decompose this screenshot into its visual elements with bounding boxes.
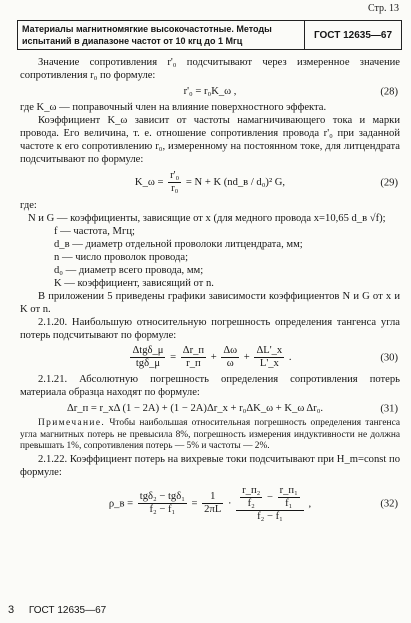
paragraph-1: Значение сопротивления r'₀ подсчитывают через измеренное значение сопротивления r₀ по формуле: (20, 57, 400, 81)
equation-32-lhs: ρ_в = (108, 497, 134, 509)
note-label: Примечание. (38, 418, 106, 428)
equation-30-term-3-num: Δω (223, 345, 238, 356)
section-2-1-20: 2.1.20. Наибольшую относительную погрешность определения тангенса угла потерь подсчитывают по формуле: (20, 317, 400, 341)
equation-30-term-4-num: ΔL'_x (256, 345, 283, 356)
equation-32-inner-2 (278, 485, 300, 510)
page-footer (8, 604, 106, 616)
equation-32-fraction-3-num: $\frac{\text{r\_п₂}}{\text{f₂}}$ − $\frac{\text{r\_п₁}}{\text{f₁}}$ (236, 485, 304, 511)
equation-30: $\frac{\text{Δtgδ\_μ}}{\text{tgδ\_μ}}$ = $\frac{\Delta r\_п}{r\_п}$ + $\frac{\Delta\omega}{\omega}$ + $\frac{\Delta L'\_x}{L'\_x}$ . (30) (132, 345, 398, 369)
equation-32-tail: , (308, 497, 312, 509)
equation-29-fraction (168, 170, 181, 195)
equation-28-body: r'₀ = r₀K_ω , (183, 86, 237, 97)
equation-31-body: Δr_п = r_xΔ (1 − 2A) + (1 − 2A)Δr_x + r₀ΔK_ω + K_ω Δr₀. (66, 403, 324, 414)
equation-30-term-3-den: ω (226, 358, 234, 369)
equation-32-fraction-3 (236, 485, 304, 523)
equation-30-term-1-den: tgδ_μ (135, 358, 161, 369)
document-header (17, 20, 402, 50)
equation-30-term-3 (221, 345, 239, 370)
equation-30-term-4-den: L'_x (259, 358, 279, 369)
where-item-1: N и G — коэффициенты, зависящие от x (для медного провода x=10,65 d_в √f); (28, 213, 386, 224)
paragraph-4: В приложении 5 приведены графики зависимости коэффициентов N и G от x и K от n. (20, 291, 400, 315)
footer-page-number: 3 (8, 604, 15, 616)
paragraph-2: где K_ω — поправочный член на влияние поверхностного эффекта. (20, 102, 327, 113)
section-2-1-22: 2.1.22. Коэффициент потерь на вихревые токи подсчитывают при H_m=const по формуле: (20, 453, 400, 478)
equation-32-fraction-3-den: f₂ − f₁ (257, 510, 283, 522)
equation-31-number: (31) (380, 403, 398, 414)
where-item-3: d_в — диаметр отдельной проволоки литцендрата, мм; (54, 239, 303, 250)
where-item-5: d₀ — диаметр всего провода, мм; (54, 265, 204, 276)
where-item-2: f — частота, Мгц; (54, 226, 135, 237)
equation-32-fraction-2 (202, 491, 223, 516)
equation-30-term-4 (254, 345, 284, 370)
equation-30-term-2 (181, 345, 206, 370)
equation-32-fraction-2-den: 2πL (204, 504, 222, 515)
equation-29-numerator: r'₀ (170, 170, 180, 181)
where-item-4: n — число проволок провода; (54, 252, 189, 263)
paragraph-3: Коэффициент K_ω зависит от частоты намагничивающего тока и марки провода. Его величина, т. е. отношение сопротивления провода r'₀ при заданной частоте к его сопротивлению r₀, измеренному на постоянном токе, для литцендрата подсчитывают по формуле: (20, 115, 400, 165)
header-code: ГОСТ 12635—67 (313, 29, 393, 41)
equation-30-term-1-num: Δtgδ_μ (132, 345, 164, 356)
document-body (20, 56, 400, 526)
equation-32-inner-1-num: r_п₂ (242, 484, 261, 496)
equation-28 (20, 85, 400, 98)
equation-32-number: (32) (380, 498, 398, 509)
equation-32-fraction-1-den: f₂ − f₁ (149, 504, 176, 515)
equation-29-rhs: = N + K (nd_в / d₀)² G, (185, 176, 286, 188)
note (20, 418, 400, 453)
equation-32-inner-1-den: f₂ (247, 497, 255, 509)
equation-28-number: (28) (380, 86, 398, 97)
equation-30-number: (30) (380, 352, 398, 363)
note-text: Чтобы наибольшая относительная погрешность определения тангенса угла магнитных потерь не превысила 8%, погрешность измерения индуктивности не должна превышать 1%, сопротивления потерь — 5% и частоты — 2%. (20, 418, 400, 451)
where-item-6: K — коэффициент, зависящий от n. (54, 278, 214, 289)
equation-32-inner-2-den: f₁ (285, 497, 293, 509)
equation-30-term-2-num: Δr_п (182, 345, 205, 356)
equation-29-denominator: r₀ (171, 183, 179, 194)
equation-32-inner-2-num: r_п₁ (279, 484, 298, 496)
equation-29-lhs: K_ω = (134, 176, 164, 188)
equation-30-term-2-den: r_п (186, 358, 201, 369)
equation-29 (20, 170, 400, 195)
equation-29-number: (29) (380, 177, 398, 188)
equation-32-fraction-1-num: tgδ₂ − tgδ₁ (139, 491, 185, 502)
equation-32-inner-1 (240, 485, 262, 510)
equation-32: ρ_в = $\frac{\text{tgδ₂ − tgδ₁}}{\text{f₂ − f₁}}$ = $\frac{1}{2\pi L}$ · $\frac{\text{r\_п₂}}{\text{f₂}}$ − $\frac{\text{r\_п₁}}{\text{f₁}}$ f₂ − f₁ , (32) (108, 484, 398, 522)
equation-32-fraction-2-num: 1 (202, 491, 223, 504)
header-title: Материалы магнитномягкие высокочастотные. Методы испытаний в диапазоне частот от 10 кгц до 1 Мгц (18, 21, 305, 49)
page-number: Стр. 13 (367, 3, 399, 14)
footer-code: ГОСТ 12635—67 (28, 605, 107, 616)
equation-32-fraction-1 (138, 491, 187, 516)
where-label: где: (20, 200, 37, 211)
section-2-1-21: 2.1.21. Абсолютную погрешность определения сопротивления потерь материала образца находят по формуле: (20, 374, 400, 398)
equation-30-term-1 (130, 345, 165, 370)
equation-31 (20, 402, 400, 415)
